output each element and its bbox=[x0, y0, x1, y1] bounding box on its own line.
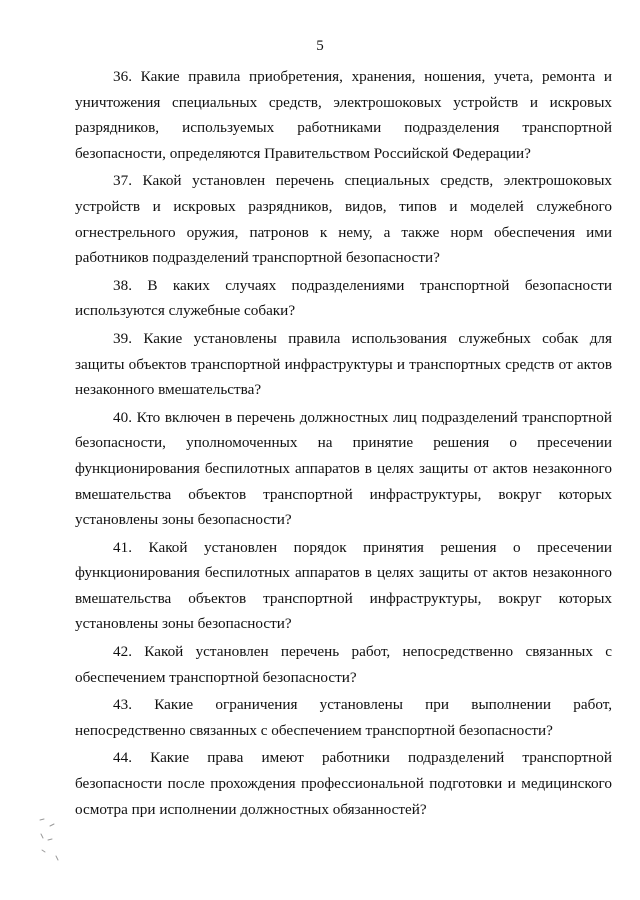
question-44: 44. Какие права имеют работники подразделений транспортной безопасности после прохождения профессиональной подготовки и медицинского осмотра при исполнении должностных обязанностей? bbox=[75, 749, 612, 818]
question-39: 39. Какие установлены правила использования служебных собак для защиты объектов транспортной инфраструктуры и транспортных средств от актов незаконного вмешательства? bbox=[75, 329, 612, 399]
question-list bbox=[75, 64, 612, 822]
question-38: 38. В каких случаях подразделениями транспортной безопасности используются служебные собаки? bbox=[75, 276, 612, 320]
question-37: 37. Какой установлен перечень специальных средств, электрошоковых устройств и искровых разрядников, видов, типов и моделей служебного огнестрельного оружия, патронов к нему, а также норм обеспечения ими работников подразделений транспортной безопасности? bbox=[75, 172, 612, 267]
question-43: 43. Какие ограничения установлены при выполнении работ, непосредственно связанных с обеспечением транспортной безопасности? bbox=[75, 696, 612, 739]
question-41: 41. Какой установлен порядок принятия решения о пресечении функционирования беспилотных аппаратов в целях защиты от актов незаконного вмешательства объектов транспортной инфраструктуры, вокруг которых установлены зоны безопасности? bbox=[75, 538, 612, 633]
page-number: 5 bbox=[316, 38, 324, 54]
question-40: 40. Кто включен в перечень должностных лиц подразделений транспортной безопасности, уполномоченных на принятие решения о пресечении функционирования беспилотных аппаратов в целях защиты от актов незаконного вмешательства объектов транспортной инфраструктуры, вокруг которых установлены зоны безопасности? bbox=[75, 408, 612, 529]
scan-artifact-marks bbox=[36, 816, 76, 866]
question-42: 42. Какой установлен перечень работ, непосредственно связанных с обеспечением транспортной безопасности? bbox=[75, 643, 612, 686]
question-36: 36. Какие правила приобретения, хранения, ношения, учета, ремонта и уничтожения специальных средств, электрошоковых устройств и искровых разрядников, используемых работниками подразделения транспортной безопасности, определяются Правительством Российской Федерации? bbox=[75, 68, 612, 162]
